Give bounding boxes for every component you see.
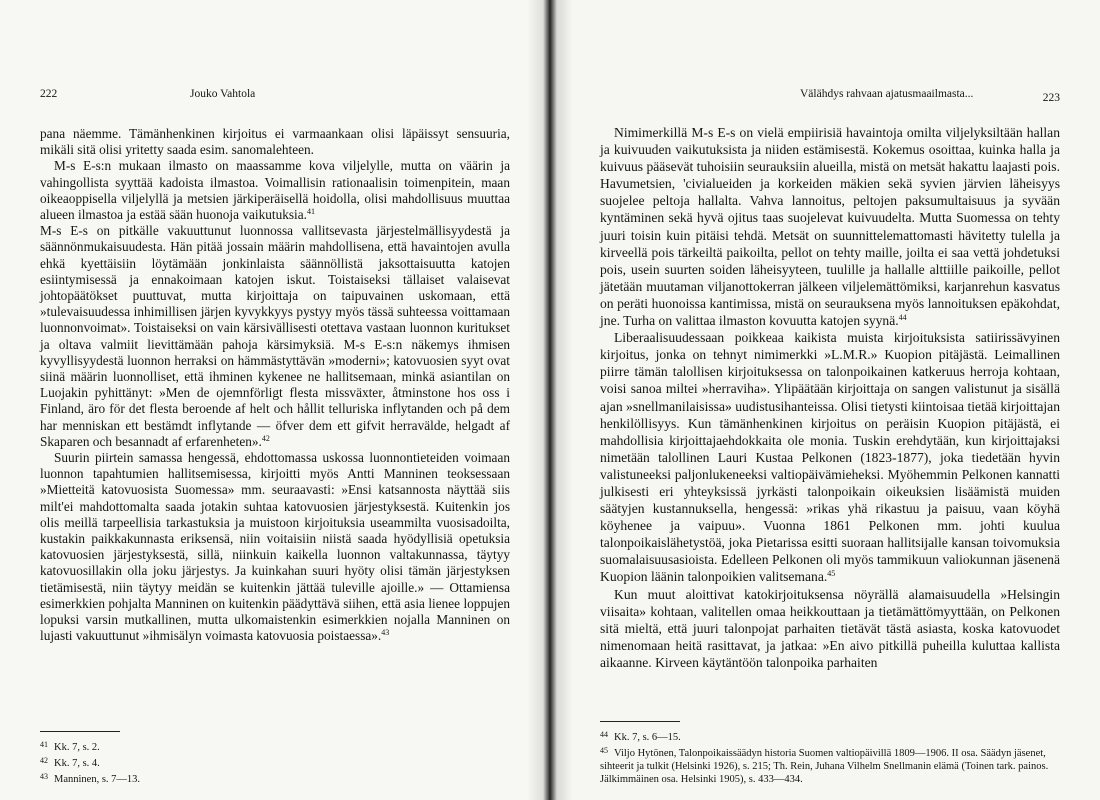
footnote: $^{44}$ Kk. 7, s. 6—15. <box>600 730 681 743</box>
footnote: $^{43}$ Manninen, s. 7—13. <box>40 772 141 785</box>
paragraph: M-s E-s:n mukaan ilmasto on maassamme kova viljelylle, mutta on väärin ja vahingollista syyttää kadoista ilmastoa. Voimallisin rationaalisin toimenpitein, maan oikeaoppisella viljelyllä ja metsien järkiperäisellä hoidolla, olisi mahdollisuus muuttaa alueen ilmastoa ja estää sään huonoja vaikutuksia.$^{41}$ <box>40 158 510 223</box>
footnote: $^{45}$ Viljo Hytönen, Talonpoikaissäädyn historia Suomen valtiopäivillä 1809—1906. II osa. Säädyn jäsenet, sihteerit ja tulkit (Helsinki 1926), s. 215; Th. Rein, Juhana Vilhelm Snellmanin elämä (Toinen tark. painos. Jälkimmäinen osa. Helsinki 1905), s. 433—434. <box>600 746 1049 785</box>
footnote-reference: 45 <box>827 569 836 579</box>
footnote-reference: 43 <box>381 628 390 638</box>
paragraph: Suurin piirtein samassa hengessä, ehdottomassa uskossa luonnontieteiden voimaan luonnon tapahtumien hallitsemisessa, kirjoitti myös Antti Manninen teoksessaan »Mietteitä katovuosista Suomessa» mm. seuraavasti: »Ensi katsannosta näyttää siis milt'ei mahdottomalta saada jotakin suhtaa katovuosien järjestyksestä. Kuitenkin jos olis meillä tarpeellisia tarkastuksia ja muistoon kirjoituksia useammilta vuosisadoilta, kustakin paikkakunnasta eriksensä, niin voitaisiin niistä saada hyödyllisiä opetuksia katovuosien järjestyksestä, sillä, niinkuin kaikella luonnon valtakunnassa, täytyy katovuosillakin olla joku järjestys. Ja kuinkahan suuri hyöty olisi tämän järjestyksen tietämisestä, niin täytyy meidän se kuitenkin jättää tuleville ajoille.» — Ottamiensa esimerkkien pohjalta Manninen on kuitenkin päädyttävä siihen, että asia lienee loppujen lopuksi varsin mutkallinen, mutta ulkomaistenkin esimerkkien nojalla Manninen on lujasti vakuuttunut »ihmisälyn voimasta katovuosia poistaessa».$^{43}$ <box>40 450 510 644</box>
paragraph: Liberaalisuudessaan poikkeaa kaikista muista kirjoituksista satiirissävyinen kirjoitus, jonka on tehnyt nimimerkki »L.M.R.» Kuopion pitäjästä. Leimallinen piirre tämän talollisen kirjoituksessa on talonpoikainen katkeruus herroja kohtaan, voisi sanoa miltei »herraviha». Ylipäätään kirjoittaja on sangen valistunut ja sisällä ajan »snellmanilaisissa» uudistusihanteissa. Olisi tietysti kiintoisaa tietää kirjoittajan henkilöllisyys. Kun tämänhenkinen kirjoitus on peräisin Kuopion pitäjästä, ei mahdollisia kirjoittajaehdokkaita ole monia. Tuskin erehdytään, kun kirjoittajaksi nimetään talollinen Lauri Kustaa Pelkonen (1823-1877), joka tiedetään hyvin valistuneeksi paljonlukeneeksi valtiopäivämieheksi. Myöhemmin Pelkonen kannatti julkisesti eri yhteyksissä jyrkästi talonpoikain oikeuksien lisäämistä muiden säätyjen kustannuksella, hengessä: »rikas yhä rikastuu ja paisuu, vaan köyhä köyhenee ja vaipuu». Vuonna 1861 Pelkonen mm. johti kuulua talonpoikaislähetystöä, joka Pietarissa esitti suoraan hallitsijalle kansan toivomuksia suomalaisuusasioista. Edelleen Pelkonen oli myös tammikuun valiokunnan jäsenenä Kuopion läänin talonpoikien valitsemana.$^{45}$ <box>600 330 1060 585</box>
page-number: 223 <box>1042 92 1060 104</box>
footnote-reference: 44 <box>898 313 907 323</box>
footnote-rule <box>600 721 680 722</box>
paragraph: pana näemme. Tämänhenkinen kirjoitus ei varmaankaan olisi läpäissyt sensuuria, mikäli sitä olisi yritetty saada esim. sanomalehteen. <box>40 126 510 158</box>
running-head: Välähdys rahvaan ajatusmaailmasta... <box>800 88 974 100</box>
left-footnotes <box>40 731 510 786</box>
right-page <box>550 0 1100 800</box>
paragraph: Kun muut aloittivat katokirjoituksensa nöyrällä alamaisuudella »Helsingin viisaita» kohtaan, valitellen omaa heikkouttaan ja tietämättömyyttään, on Pelkonen sitä mieltä, että juuri talonpojat parhaiten tietävät tästä asiasta, koska katovuodet nimenomaan heitä rasittavat, ja jatkaa: »En aivo pitkillä puheilla kuluttaa kallista aikaanne. Kirveen käytäntöön talonpoika parhaiten <box>600 586 1060 670</box>
footnote-reference: 41 <box>306 207 315 217</box>
page-number: 222 <box>40 88 58 100</box>
footnote: $^{42}$ Kk. 7, s. 4. <box>40 756 100 769</box>
footnote: $^{41}$ Kk. 7, s. 2. <box>40 740 100 753</box>
running-head: Jouko Vahtola <box>190 88 256 100</box>
right-page-header <box>600 88 1060 106</box>
left-body-text <box>40 126 510 645</box>
left-page-header <box>40 88 510 106</box>
paragraph: M-s E-s on pitkälle vakuuttunut luonnossa vallitsevasta järjestelmällisyydestä ja säännönmukaisuudesta. Hän pitää jossain määrin mahdollisena, että havaintojen avulla ehkä kyettäisiin löytämään jonkinlaista säännöllistä jaksottaisuutta katojen esiintymisessä ja ennakoimaan katojen iskut. Toistaiseksi tällaiset valaisevat johtopäätökset puuttuvat, mutta kirjoittaja on taipuvainen uskomaan, että »tulevaisuudessa inhimillisen järjen kyvykkyys pystyy myös tässä suhteessa voittamaan luonnonvoimat». Toistaiseksi on vain kärsivällisesti otettava vastaan luonnon kuritukset ja oltava valmiit lievittämään pahoja kärsimyksiä. M-s E-s:n näkemys ihmisen kyvyllisyydestä luonnon herraksi on hämmästyttävän »moderni»; katovuosien syyt ovat siinä määrin luonnolliset, että ihminen kykenee ne hallitsemaan, minkä asiantilan on Luojakin pyhittänyt: »Men de ojemnförligt flesta missväxter, åtminstone hos oss i Finland, äro för det flesta beroende af helt och hållit telluriska inflytanden och på dem har menniskan ett bestämdt inflytande — öfver dem ett gifvit herravälde, helgadt af Skaparen och besannadt af erfarenheten».$^{42}$ <box>40 223 510 449</box>
footnote-rule <box>40 731 120 732</box>
paragraph: Nimimerkillä M-s E-s on vielä empiirisiä havaintoja omilta viljelyksiltään hallan ja kuivuuden vaikutuksista ja niiden estämisestä. Kokemus osoittaa, kuinka halla ja kuivuus pääsevät tuhoisiin seurauksiin alueilla, mistä on metsät hakattu laajasti pois. Havumetsien, 'civialueiden ja korkeiden mäkien sekä syvien järvien läheisyys suojelee peltoja hallalta. Vahva lannoitus, peltojen paksumultaisuus ja syvään kyntäminen sekä hyvä ojitus taas suojelevat kuivuudelta. Mutta Suomessa on tehty juuri toisin kuin pitäisi tehdä. Metsät on suunnittelemattomasti hävitetty tulella ja kirveellä pois tärkeiltä paikoilta, pellot on tehty maille, joilta ei saa vettä johdetuksi pois, usein suurten soiden läheisyyteen, tuulille ja hallalle alttiille paikoille, pellot jätetään muutaman viljanottokerran jälkeen viljelemättömiksi, karjanrehun kasvatus on peräti huonoissa kantimissa, mistä on seurauksena myös lannoituksen epäkohdat, jne. Turha on valittaa ilmaston kovuutta katojen syynä.$^{44}$ <box>600 125 1060 329</box>
right-footnotes <box>600 721 1060 786</box>
footnote-reference: 42 <box>261 433 270 443</box>
right-body-text <box>600 124 1060 671</box>
